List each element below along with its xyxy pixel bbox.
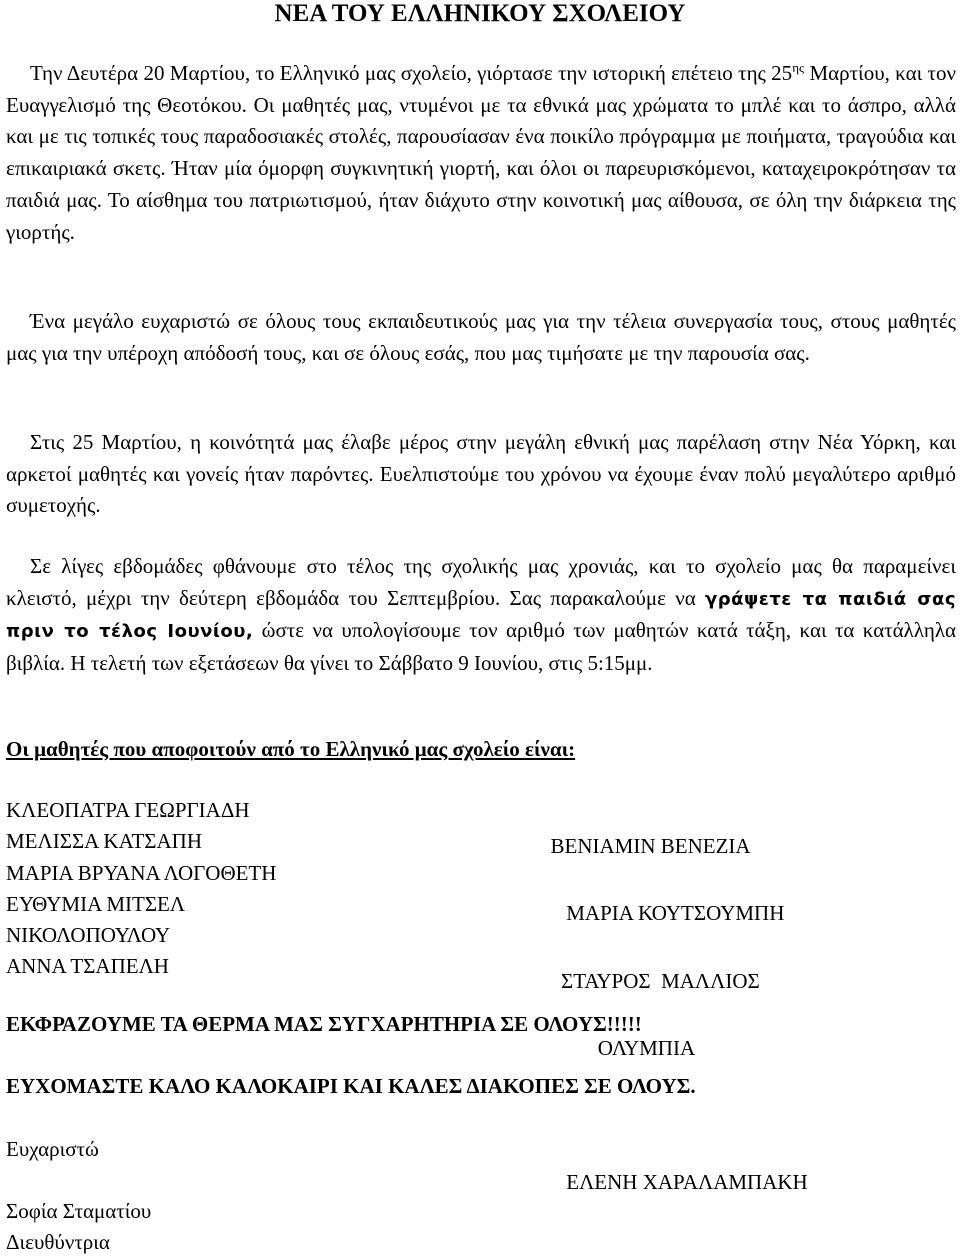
ordinal-suffix: ης: [792, 60, 805, 75]
congratulations-line: ΕΚΦΡΑΖΟΥΜΕ ΤΑ ΘΕΡΜΑ ΜΑΣ ΣΥΓΧΑΡΗΤΗΡΙΑ ΣΕ ΟΛΟΥΣ!!!!!: [6, 1012, 642, 1036]
graduate-name: ΟΛΥΜΠΙΑ: [540, 1035, 696, 1060]
paragraph-text: Μαρτίου, και τον Ευαγγελισμό της Θεοτόκου. Οι μαθητές μας, ντυμένοι με τα εθνικά μας χρώματα το μπλέ και το άσπρο, αλλά και με τις τοπικές τους παραδοσιακές στολές, παρουσίασαν ένα ποικίλο πρόγραμμα με ποιήματα, τραγούδια και επικαιριακά σκετς. Ήταν μία όμορφη συγκινητική γιορτή, και όλοι οι παρευρισκόμενοι, καταχειροκρότησαν τα παιδιά μας. Το αίσθημα του πατριωτισμού, ήταν διάχυτο στην κοινοτική μας αίθουσα, σε όλη την διάρκεια της γιορτής.: [6, 61, 956, 244]
signer-name: Σοφία Σταματίου: [6, 1199, 152, 1223]
paragraph-thanks: Ένα μεγάλο ευχαριστώ σε όλους τους εκπαιδευτικούς μας για την τέλεια συνεργασία τους, στους μαθητές μας για την υπέροχη απόδοσή τους, και σε όλους εσάς, που μας τιμήσατε με την παρουσία σας.: [6, 309, 956, 365]
graduates-list-left: [6, 795, 276, 983]
page-title: ΝΕΑ ΤΟΥ ΕΛΛΗΝΙΚΟΥ ΣΧΟΛΕΙΟΥ: [274, 0, 686, 27]
registration-notice: γράψετε τα παιδιά σας πριν το τέλος Ιουνίου,: [6, 588, 956, 643]
closing-thanks: Ευχαριστώ: [6, 1137, 99, 1161]
paragraph-parade: Στις 25 Μαρτίου, η κοινότητά μας έλαβε μέρος στην μεγάλη εθνική μας παρέλαση στην Νέα Υόρκη, και αρκετοί μαθητές και γονείς ήταν παρόντες. Ευελπιστούμε του χρόνου να έχουμε έναν πολύ μεγαλύτερο αριθμό συμετοχής.: [6, 430, 956, 518]
graduate-name: ΜΑΡΙΑ ΒΡΥΑΝΑ ΛΟΓΟΘΕΤΗ: [6, 860, 277, 885]
graduate-name: ΒΕΝΙΑΜΙΝ ΒΕΝΕΖΙΑ: [540, 834, 751, 858]
paragraph-text: Την Δευτέρα 20 Μαρτίου, το Ελληνικό μας σχολείο, γιόρτασε την ιστορική επέτειο της 25: [30, 61, 793, 85]
graduate-name: ΜΕΛΙΣΣΑ ΚΑΤΣΑΠΗ: [6, 829, 202, 854]
graduate-name: ΜΑΡΙΑ ΚΟΥΤΣΟΥΜΠΗ: [540, 901, 785, 926]
graduate-name: ΕΛΕΝΗ ΧΑΡΑΛΑΜΠΑΚΗ: [540, 1170, 808, 1195]
graduate-name: ΕΥΘΥΜΙΑ ΜΙΤΣΕΛ: [6, 891, 186, 916]
paragraph-school-year-end: [6, 551, 956, 680]
paragraph-march-celebration: [6, 58, 956, 248]
graduate-name: ΑΝΝΑ ΤΣΑΠΕΛΗ: [6, 954, 169, 979]
paragraph-text: ώστε να υπολογίσουμε τον αριθμό των μαθητών κατά τάξη, και τα κατάλληλα βιβλία. Η τελετή των εξετάσεων θα γίνει το Σάββατο 9 Ιουνίου, στις 5:15μμ.: [6, 618, 956, 676]
signer-role: Διευθύντρια: [6, 1230, 110, 1254]
paragraph-text: Σε λίγες εβδομάδες φθάνουμε στο τέλος της σχολικής μας χρονιάς, και το σχολείο μας θα παραμείνει κλειστό, μέχρι την δεύτερη εβδομάδα του Σεπτεμβρίου. Σας παρακαλούμε να: [6, 554, 956, 610]
graduate-name-empty: [540, 1100, 808, 1131]
graduate-name: ΣΤΑΥΡΟΣ ΜΑΛΛΙΟΣ: [540, 968, 760, 993]
graduate-name: ΚΛΕΟΠΑΤΡΑ ΓΕΩΡΓΙΑΔΗ: [6, 798, 250, 822]
graduate-name: ΝΙΚΟΛΟΠΟΥΛΟΥ: [6, 923, 171, 948]
graduates-heading: Οι μαθητές που αποφοιτούν από το Ελληνικό μας σχολείο είναι:: [6, 737, 576, 761]
summer-wishes-line: ΕΥΧΟΜΑΣΤΕ ΚΑΛΟ ΚΑΛΟΚΑΙΡΙ ΚΑΙ ΚΑΛΕΣ ΔΙΑΚΟΠΕΣ ΣΕ ΟΛΟΥΣ.: [6, 1074, 696, 1098]
